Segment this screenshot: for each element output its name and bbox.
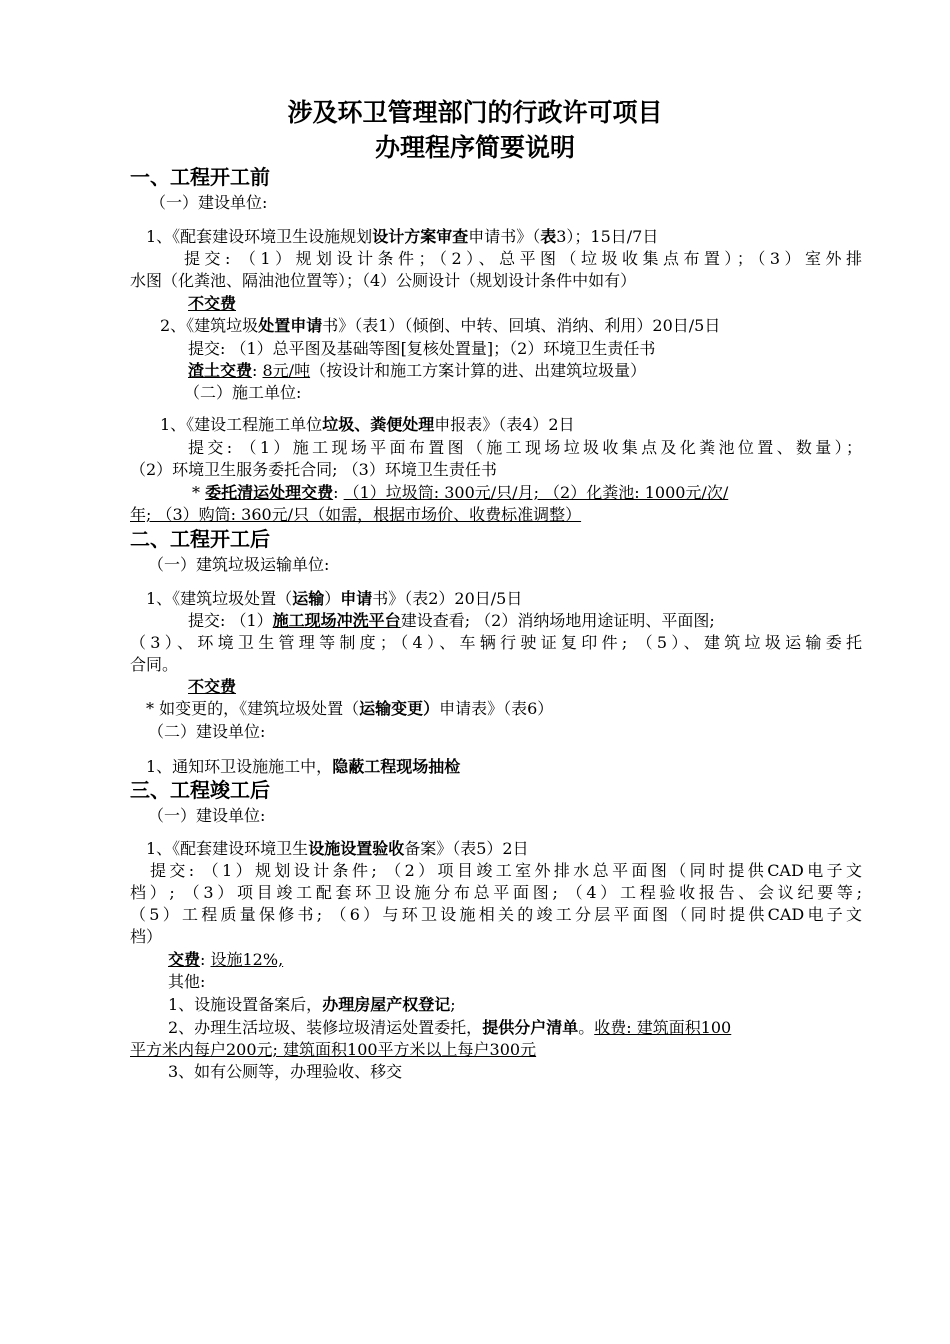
s3-item-1: 1、《配套建设环境卫生设施设置验收备案》（表5）2日 bbox=[146, 839, 529, 858]
s3-other-2-l2: 平方米内每户200元; 建筑面积100平方米以上每户300元 bbox=[130, 1040, 537, 1059]
section-3-heading: 三、工程竣工后 bbox=[130, 778, 270, 802]
s2-item-1: 1、《建筑垃圾处置（运输）申请书》（表2）20日/5日 bbox=[146, 589, 523, 608]
s2-change-note: * 如变更的，《建筑垃圾处置（运输变更）申请表》（表6） bbox=[146, 699, 554, 718]
s2-item-1-submit-l3: 合同。 bbox=[130, 655, 179, 674]
s3-item-1-submit-l2: 档）; （3）项目竣工配套环卫设施分布总平面图; （4）工程验收报告、会议纪要等; bbox=[130, 883, 862, 902]
s1-item-2: 2、《建筑垃圾处置申请书》（表1）（倾倒、中转、回填、消纳、利用）20日/5日 bbox=[160, 316, 721, 335]
s3-item-1-submit-l3: （5）工程质量保修书; （6）与环卫设施相关的竣工分层平面图（同时提供CAD电子文 bbox=[130, 905, 862, 924]
section-1-heading: 一、工程开工前 bbox=[130, 165, 270, 189]
s1-item-1-fee: 不交费 bbox=[188, 294, 237, 313]
s3-other-1: 1、设施设置备案后，办理房屋产权登记; bbox=[168, 995, 456, 1014]
section-2-heading: 二、工程开工后 bbox=[130, 527, 270, 551]
s3-other-2: 2、办理生活垃圾、装修垃圾清运处置委托，提供分户清单。收费: 建筑面积100 bbox=[168, 1018, 732, 1037]
s1-item-2-submit: 提交: （1）总平图及基础等图[复核处置量]；（2）环境卫生责任书 bbox=[188, 339, 656, 358]
s1-item-3-submit-l1: 提交: （1）施工现场平面布置图（施工现场垃圾收集点及化粪池位置、数量）； bbox=[188, 438, 862, 457]
s3-other-label: 其他: bbox=[168, 972, 206, 991]
s2-sub-transport-unit: （一）建筑垃圾运输单位: bbox=[148, 555, 330, 574]
s1-sub-contractor: （二）施工单位: bbox=[184, 383, 302, 402]
s1-item-2-fee: 渣土交费: 8元/吨（按设计和施工方案计算的进、出建筑垃圾量） bbox=[188, 361, 647, 380]
s2-sub-construction-unit: （二）建设单位: bbox=[148, 722, 266, 741]
s1-item-3-fee-l2: 年; （3）购筒: 360元/只（如需，根据市场价、收费标准调整） bbox=[130, 505, 582, 524]
s1-item-3-submit-l2: （2）环境卫生服务委托合同; （3）环境卫生责任书 bbox=[130, 460, 497, 479]
s3-sub-construction-unit: （一）建设单位: bbox=[148, 806, 266, 825]
s1-item-3-fee-l1: * 委托清运处理交费: （1）垃圾筒: 300元/只/月; （2）化粪池: 1000元/次/ bbox=[192, 483, 729, 502]
s3-other-3: 3、如有公厕等，办理验收、移交 bbox=[168, 1062, 403, 1081]
s1-item-3: 1、《建设工程施工单位垃圾、粪便处理申报表》（表4）2日 bbox=[160, 415, 575, 434]
s1-item-1: 1、《配套建设环境卫生设施规划设计方案审查申请书》（表3）；15日/7日 bbox=[146, 227, 659, 246]
s2-item-1-submit-l2: （3）、环境卫生管理等制度；（4）、车辆行驶证复印件; （5）、建筑垃圾运输委托 bbox=[130, 633, 862, 652]
s2-item-2: 1、通知环卫设施施工中，隐蔽工程现场抽检 bbox=[146, 757, 461, 776]
s1-item-1-submit-l1: 提交: （1）规划设计条件；（2）、总平图（垃圾收集点布置）；（3）室外排 bbox=[184, 249, 862, 268]
s3-fee: 交费: 设施12%, bbox=[168, 950, 284, 969]
s2-item-1-submit-l1: 提交: （1）施工现场冲洗平台建设查看; （2）消纳场地用途证明、平面图; bbox=[188, 611, 715, 630]
doc-title-line2: 办理程序简要说明 bbox=[374, 133, 575, 162]
s1-sub-construction-unit: （一）建设单位: bbox=[150, 193, 268, 212]
s2-item-1-fee: 不交费 bbox=[188, 677, 237, 696]
s3-item-1-submit-l1: 提交: （1）规划设计条件; （2）项目竣工室外排水总平面图（同时提供CAD电子文 bbox=[150, 861, 862, 880]
s1-item-1-submit-l2: 水图（化粪池、隔油池位置等）；（4）公厕设计（规划设计条件中如有） bbox=[130, 271, 637, 290]
doc-title-line1: 涉及环卫管理部门的行政许可项目 bbox=[287, 98, 663, 127]
s3-item-1-submit-l4: 档） bbox=[130, 927, 163, 946]
